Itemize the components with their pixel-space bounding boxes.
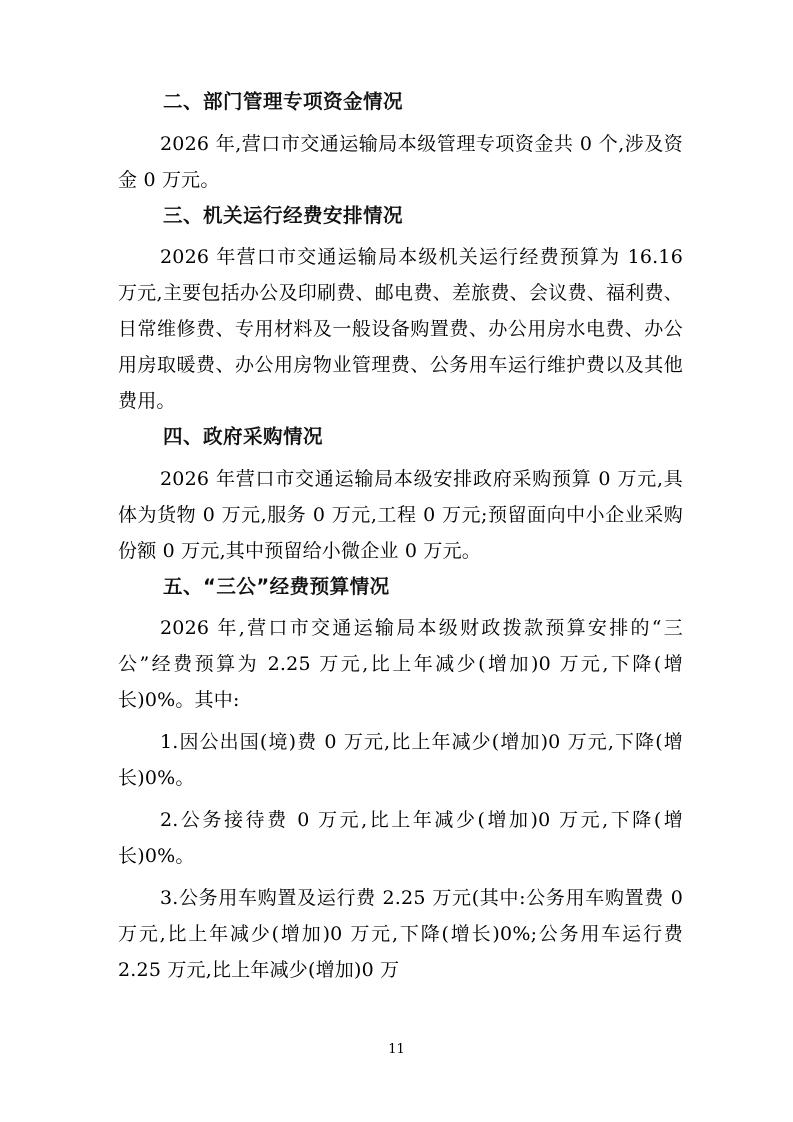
section-5-paragraph-1: 2026 年,营口市交通运输局本级财政拨款预算安排的“三公”经费预算为 2.25 万元,比上年减少(增加)0 万元,下降(增长)0%。其中: [118, 617, 683, 711]
section-4-paragraph-1: 2026 年营口市交通运输局本级安排政府采购预算 0 万元,具体为货物 0 万元,服务 0 万元,工程 0 万元;预留面向中小企业采购份额 0 万元,其中预留给小微企业 0 万元。 [118, 467, 683, 562]
section-agency-operating-expenses [118, 203, 683, 420]
section-heading-2: 二、部门管理专项资金情况 [163, 90, 404, 113]
section-department-special-funds [118, 92, 683, 198]
section-5-paragraph-4: 3.公务用车购置及运行费 2.25 万元(其中:公务用车购置费 0 万元,比上年减少(增加)0 万元,下降(增长)0%;公务用车运行费 2.25 万元,比上年减少(增加)0 万 [118, 887, 683, 981]
section-5-paragraph-2: 1.因公出国(境)费 0 万元,比上年减少(增加)0 万元,下降(增长)0%。 [118, 731, 683, 789]
section-5-paragraph-3: 2.公务接待费 0 万元,比上年减少(增加)0 万元,下降(增长)0%。 [118, 809, 683, 867]
section-government-procurement [118, 427, 683, 569]
section-heading-3: 三、机关运行经费安排情况 [163, 203, 404, 227]
document-body [118, 92, 683, 996]
section-3-paragraph-1: 2026 年营口市交通运输局本级机关运行经费预算为 16.16 万元,主要包括办公及印刷费、邮电费、差旅费、会议费、福利费、日常维修费、专用材料及一般设备购置费、办公用房水电费、办公用房取暖费、办公用房物业管理费、公务用车运行维护费以及其他费用。 [118, 246, 683, 412]
page-number: 11 [388, 1042, 405, 1057]
section-heading-4: 四、政府采购情况 [163, 425, 324, 448]
section-2-paragraph-1: 2026 年,营口市交通运输局本级管理专项资金共 0 个,涉及资金 0 万元。 [118, 132, 683, 191]
section-heading-5: 五、“三公”经费预算情况 [163, 574, 390, 598]
section-three-public-expenses [118, 574, 683, 989]
